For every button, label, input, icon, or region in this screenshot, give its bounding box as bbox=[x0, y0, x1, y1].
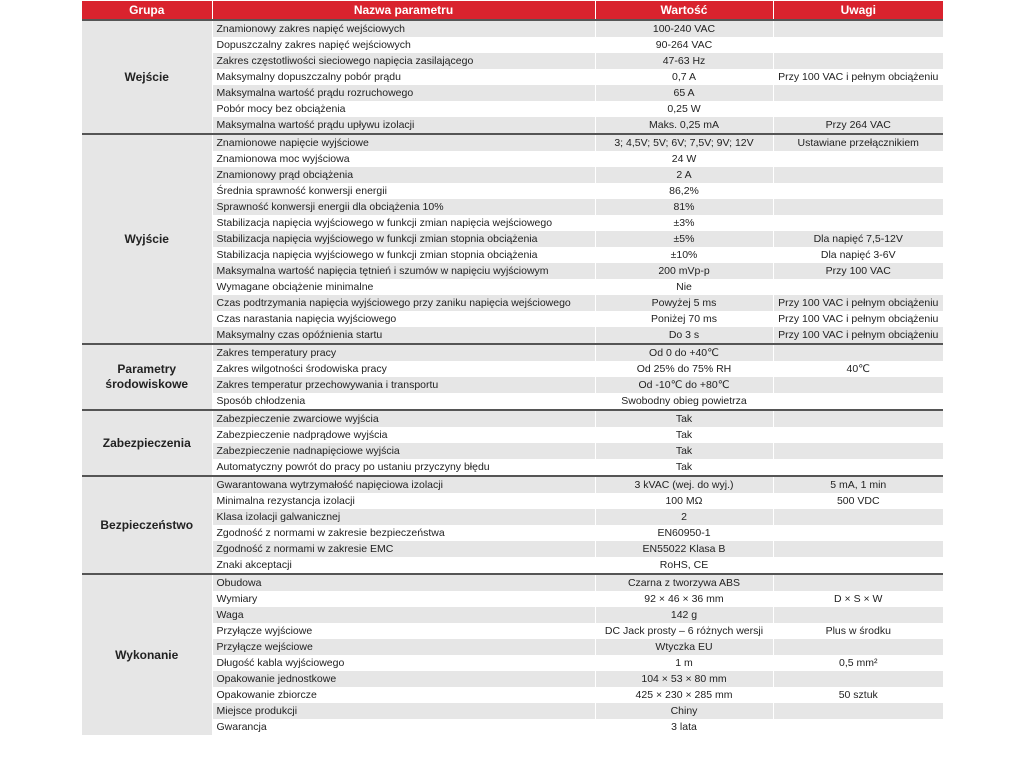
parameter-value: 0,7 A bbox=[595, 69, 773, 85]
parameter-value: 100 MΩ bbox=[595, 493, 773, 509]
parameter-value: 47-63 Hz bbox=[595, 53, 773, 69]
spec-table bbox=[82, 1, 943, 735]
parameter-value: Chiny bbox=[595, 703, 773, 719]
parameter-name: Stabilizacja napięcia wyjściowego w funkcji zmian stopnia obciążenia bbox=[212, 231, 595, 247]
header-notes: Uwagi bbox=[773, 1, 943, 20]
parameter-value: 92 × 46 × 36 mm bbox=[595, 591, 773, 607]
parameter-name: Zgodność z normami w zakresie EMC bbox=[212, 541, 595, 557]
parameter-name: Znamionowy zakres napięć wejściowych bbox=[212, 20, 595, 37]
parameter-name: Zabezpieczenie nadprądowe wyjścia bbox=[212, 427, 595, 443]
parameter-notes: Dla napięć 7,5-12V bbox=[773, 231, 943, 247]
parameter-notes bbox=[773, 101, 943, 117]
parameter-value: 81% bbox=[595, 199, 773, 215]
parameter-value: 142 g bbox=[595, 607, 773, 623]
parameter-name: Zabezpieczenie nadnapięciowe wyjścia bbox=[212, 443, 595, 459]
parameter-value: 3; 4,5V; 5V; 6V; 7,5V; 9V; 12V bbox=[595, 134, 773, 151]
table-row bbox=[82, 591, 943, 607]
table-row bbox=[82, 509, 943, 525]
parameter-name: Gwarantowana wytrzymałość napięciowa izolacji bbox=[212, 476, 595, 493]
parameter-notes bbox=[773, 279, 943, 295]
parameter-value: Tak bbox=[595, 427, 773, 443]
group-label: Zabezpieczenia bbox=[82, 410, 212, 476]
parameter-value: Tak bbox=[595, 443, 773, 459]
parameter-name: Minimalna rezystancja izolacji bbox=[212, 493, 595, 509]
parameter-value: 1 m bbox=[595, 655, 773, 671]
parameter-notes bbox=[773, 639, 943, 655]
parameter-value: EN55022 Klasa B bbox=[595, 541, 773, 557]
parameter-name: Maksymalna wartość napięcia tętnień i szumów w napięciu wyjściowym bbox=[212, 263, 595, 279]
parameter-notes bbox=[773, 703, 943, 719]
table-row bbox=[82, 703, 943, 719]
parameter-notes: Przy 100 VAC bbox=[773, 263, 943, 279]
parameter-name: Zakres temperatury pracy bbox=[212, 344, 595, 361]
parameter-value: ±3% bbox=[595, 215, 773, 231]
parameter-name: Znaki akceptacji bbox=[212, 557, 595, 574]
parameter-value: 90-264 VAC bbox=[595, 37, 773, 53]
parameter-notes: 50 sztuk bbox=[773, 687, 943, 703]
parameter-notes bbox=[773, 344, 943, 361]
parameter-notes bbox=[773, 443, 943, 459]
parameter-value: 425 × 230 × 285 mm bbox=[595, 687, 773, 703]
parameter-name: Znamionowy prąd obciążenia bbox=[212, 167, 595, 183]
parameter-notes bbox=[773, 459, 943, 476]
parameter-value: 200 mVp-p bbox=[595, 263, 773, 279]
table-row bbox=[82, 687, 943, 703]
table-header bbox=[82, 1, 943, 20]
parameter-notes: Przy 100 VAC i pełnym obciążeniu bbox=[773, 327, 943, 344]
parameter-notes bbox=[773, 167, 943, 183]
parameter-name: Stabilizacja napięcia wyjściowego w funkcji zmian stopnia obciążenia bbox=[212, 247, 595, 263]
table-row bbox=[82, 344, 943, 361]
parameter-notes bbox=[773, 541, 943, 557]
parameter-notes bbox=[773, 393, 943, 410]
header-row bbox=[82, 1, 943, 20]
parameter-name: Maksymalny dopuszczalny pobór prądu bbox=[212, 69, 595, 85]
group-label: Bezpieczeństwo bbox=[82, 476, 212, 574]
table-row bbox=[82, 231, 943, 247]
parameter-value: Poniżej 70 ms bbox=[595, 311, 773, 327]
parameter-notes: D × S × W bbox=[773, 591, 943, 607]
parameter-name: Wymagane obciążenie minimalne bbox=[212, 279, 595, 295]
parameter-name: Czas podtrzymania napięcia wyjściowego przy zaniku napięcia wejściowego bbox=[212, 295, 595, 311]
parameter-name: Gwarancja bbox=[212, 719, 595, 735]
parameter-name: Stabilizacja napięcia wyjściowego w funkcji zmian napięcia wejściowego bbox=[212, 215, 595, 231]
table-row bbox=[82, 525, 943, 541]
parameter-notes bbox=[773, 53, 943, 69]
parameter-notes: Przy 100 VAC i pełnym obciążeniu bbox=[773, 69, 943, 85]
table-row bbox=[82, 85, 943, 101]
parameter-notes bbox=[773, 377, 943, 393]
parameter-value: Wtyczka EU bbox=[595, 639, 773, 655]
parameter-notes: Plus w środku bbox=[773, 623, 943, 639]
table-row bbox=[82, 279, 943, 295]
group-label: Wyjście bbox=[82, 134, 212, 344]
table-row bbox=[82, 361, 943, 377]
parameter-notes bbox=[773, 719, 943, 735]
parameter-value: 3 lata bbox=[595, 719, 773, 735]
table-row bbox=[82, 541, 943, 557]
table-body bbox=[82, 20, 943, 735]
parameter-name: Przyłącze wyjściowe bbox=[212, 623, 595, 639]
table-row bbox=[82, 69, 943, 85]
parameter-notes bbox=[773, 427, 943, 443]
parameter-notes bbox=[773, 20, 943, 37]
table-row bbox=[82, 295, 943, 311]
parameter-value: EN60950-1 bbox=[595, 525, 773, 541]
parameter-name: Średnia sprawność konwersji energii bbox=[212, 183, 595, 199]
parameter-value: 104 × 53 × 80 mm bbox=[595, 671, 773, 687]
table-row bbox=[82, 574, 943, 591]
parameter-value: Maks. 0,25 mA bbox=[595, 117, 773, 134]
table-row bbox=[82, 215, 943, 231]
parameter-notes bbox=[773, 509, 943, 525]
table-row bbox=[82, 427, 943, 443]
parameter-notes: 500 VDC bbox=[773, 493, 943, 509]
parameter-notes bbox=[773, 410, 943, 427]
parameter-name: Sprawność konwersji energii dla obciążenia 10% bbox=[212, 199, 595, 215]
table-row bbox=[82, 377, 943, 393]
parameter-notes bbox=[773, 85, 943, 101]
parameter-name: Zabezpieczenie zwarciowe wyjścia bbox=[212, 410, 595, 427]
table-row bbox=[82, 311, 943, 327]
table-row bbox=[82, 493, 943, 509]
table-row bbox=[82, 199, 943, 215]
parameter-notes: Przy 100 VAC i pełnym obciążeniu bbox=[773, 295, 943, 311]
parameter-name: Automatyczny powrót do pracy po ustaniu przyczyny błędu bbox=[212, 459, 595, 476]
table-row bbox=[82, 183, 943, 199]
parameter-notes bbox=[773, 151, 943, 167]
parameter-value: DC Jack prosty – 6 różnych wersji bbox=[595, 623, 773, 639]
table-row bbox=[82, 410, 943, 427]
parameter-value: 86,2% bbox=[595, 183, 773, 199]
parameter-name: Maksymalna wartość prądu rozruchowego bbox=[212, 85, 595, 101]
parameter-name: Pobór mocy bez obciążenia bbox=[212, 101, 595, 117]
parameter-notes bbox=[773, 215, 943, 231]
header-group: Grupa bbox=[82, 1, 212, 20]
table-row bbox=[82, 20, 943, 37]
parameter-name: Dopuszczalny zakres napięć wejściowych bbox=[212, 37, 595, 53]
parameter-name: Zakres temperatur przechowywania i transportu bbox=[212, 377, 595, 393]
parameter-notes bbox=[773, 183, 943, 199]
parameter-value: Od -10℃ do +80℃ bbox=[595, 377, 773, 393]
table-row bbox=[82, 117, 943, 134]
parameter-name: Przyłącze wejściowe bbox=[212, 639, 595, 655]
parameter-name: Klasa izolacji galwanicznej bbox=[212, 509, 595, 525]
parameter-notes: 40℃ bbox=[773, 361, 943, 377]
parameter-name: Znamionowe napięcie wyjściowe bbox=[212, 134, 595, 151]
parameter-name: Znamionowa moc wyjściowa bbox=[212, 151, 595, 167]
table-row bbox=[82, 247, 943, 263]
table-row bbox=[82, 655, 943, 671]
parameter-value: 24 W bbox=[595, 151, 773, 167]
table-row bbox=[82, 459, 943, 476]
parameter-value: RoHS, CE bbox=[595, 557, 773, 574]
parameter-notes: Przy 264 VAC bbox=[773, 117, 943, 134]
parameter-notes bbox=[773, 37, 943, 53]
table-row bbox=[82, 607, 943, 623]
table-row bbox=[82, 476, 943, 493]
parameter-value: Tak bbox=[595, 459, 773, 476]
table-row bbox=[82, 37, 943, 53]
parameter-name: Zakres częstotliwości sieciowego napięcia zasilającego bbox=[212, 53, 595, 69]
parameter-notes: Przy 100 VAC i pełnym obciążeniu bbox=[773, 311, 943, 327]
parameter-value: 100-240 VAC bbox=[595, 20, 773, 37]
header-value: Wartość bbox=[595, 1, 773, 20]
table-row bbox=[82, 167, 943, 183]
parameter-value: Tak bbox=[595, 410, 773, 427]
parameter-name: Zgodność z normami w zakresie bezpieczeństwa bbox=[212, 525, 595, 541]
group-label: Parametry środowiskowe bbox=[82, 344, 212, 410]
table-row bbox=[82, 719, 943, 735]
parameter-name: Obudowa bbox=[212, 574, 595, 591]
parameter-notes: 0,5 mm² bbox=[773, 655, 943, 671]
parameter-name: Długość kabla wyjściowego bbox=[212, 655, 595, 671]
parameter-notes bbox=[773, 607, 943, 623]
parameter-value: Nie bbox=[595, 279, 773, 295]
parameter-notes bbox=[773, 199, 943, 215]
parameter-value: Do 3 s bbox=[595, 327, 773, 344]
parameter-notes: Ustawiane przełącznikiem bbox=[773, 134, 943, 151]
table-row bbox=[82, 393, 943, 410]
table-row bbox=[82, 151, 943, 167]
table-row bbox=[82, 671, 943, 687]
table-row bbox=[82, 263, 943, 279]
table-row bbox=[82, 623, 943, 639]
group-label: Wykonanie bbox=[82, 574, 212, 735]
parameter-value: ±10% bbox=[595, 247, 773, 263]
parameter-name: Miejsce produkcji bbox=[212, 703, 595, 719]
table-row bbox=[82, 53, 943, 69]
parameter-value: 3 kVAC (wej. do wyj.) bbox=[595, 476, 773, 493]
parameter-value: Swobodny obieg powietrza bbox=[595, 393, 773, 410]
parameter-name: Opakowanie zbiorcze bbox=[212, 687, 595, 703]
table-row bbox=[82, 443, 943, 459]
table-row bbox=[82, 327, 943, 344]
table-row bbox=[82, 101, 943, 117]
parameter-value: 0,25 W bbox=[595, 101, 773, 117]
header-name: Nazwa parametru bbox=[212, 1, 595, 20]
parameter-name: Opakowanie jednostkowe bbox=[212, 671, 595, 687]
parameter-name: Zakres wilgotności środowiska pracy bbox=[212, 361, 595, 377]
parameter-value: Od 25% do 75% RH bbox=[595, 361, 773, 377]
parameter-value: 2 bbox=[595, 509, 773, 525]
parameter-value: Czarna z tworzywa ABS bbox=[595, 574, 773, 591]
parameter-notes: 5 mA, 1 min bbox=[773, 476, 943, 493]
parameter-name: Wymiary bbox=[212, 591, 595, 607]
group-label: Wejście bbox=[82, 20, 212, 134]
table-row bbox=[82, 134, 943, 151]
parameter-notes bbox=[773, 557, 943, 574]
parameter-value: 2 A bbox=[595, 167, 773, 183]
parameter-name: Maksymalny czas opóźnienia startu bbox=[212, 327, 595, 344]
parameter-value: 65 A bbox=[595, 85, 773, 101]
table-row bbox=[82, 639, 943, 655]
parameter-name: Sposób chłodzenia bbox=[212, 393, 595, 410]
parameter-value: Powyżej 5 ms bbox=[595, 295, 773, 311]
parameter-notes bbox=[773, 574, 943, 591]
parameter-name: Czas narastania napięcia wyjściowego bbox=[212, 311, 595, 327]
parameter-value: Od 0 do +40℃ bbox=[595, 344, 773, 361]
table-row bbox=[82, 557, 943, 574]
parameter-notes bbox=[773, 525, 943, 541]
parameter-name: Maksymalna wartość prądu upływu izolacji bbox=[212, 117, 595, 134]
parameter-value: ±5% bbox=[595, 231, 773, 247]
parameter-notes: Dla napięć 3-6V bbox=[773, 247, 943, 263]
parameter-notes bbox=[773, 671, 943, 687]
parameter-name: Waga bbox=[212, 607, 595, 623]
